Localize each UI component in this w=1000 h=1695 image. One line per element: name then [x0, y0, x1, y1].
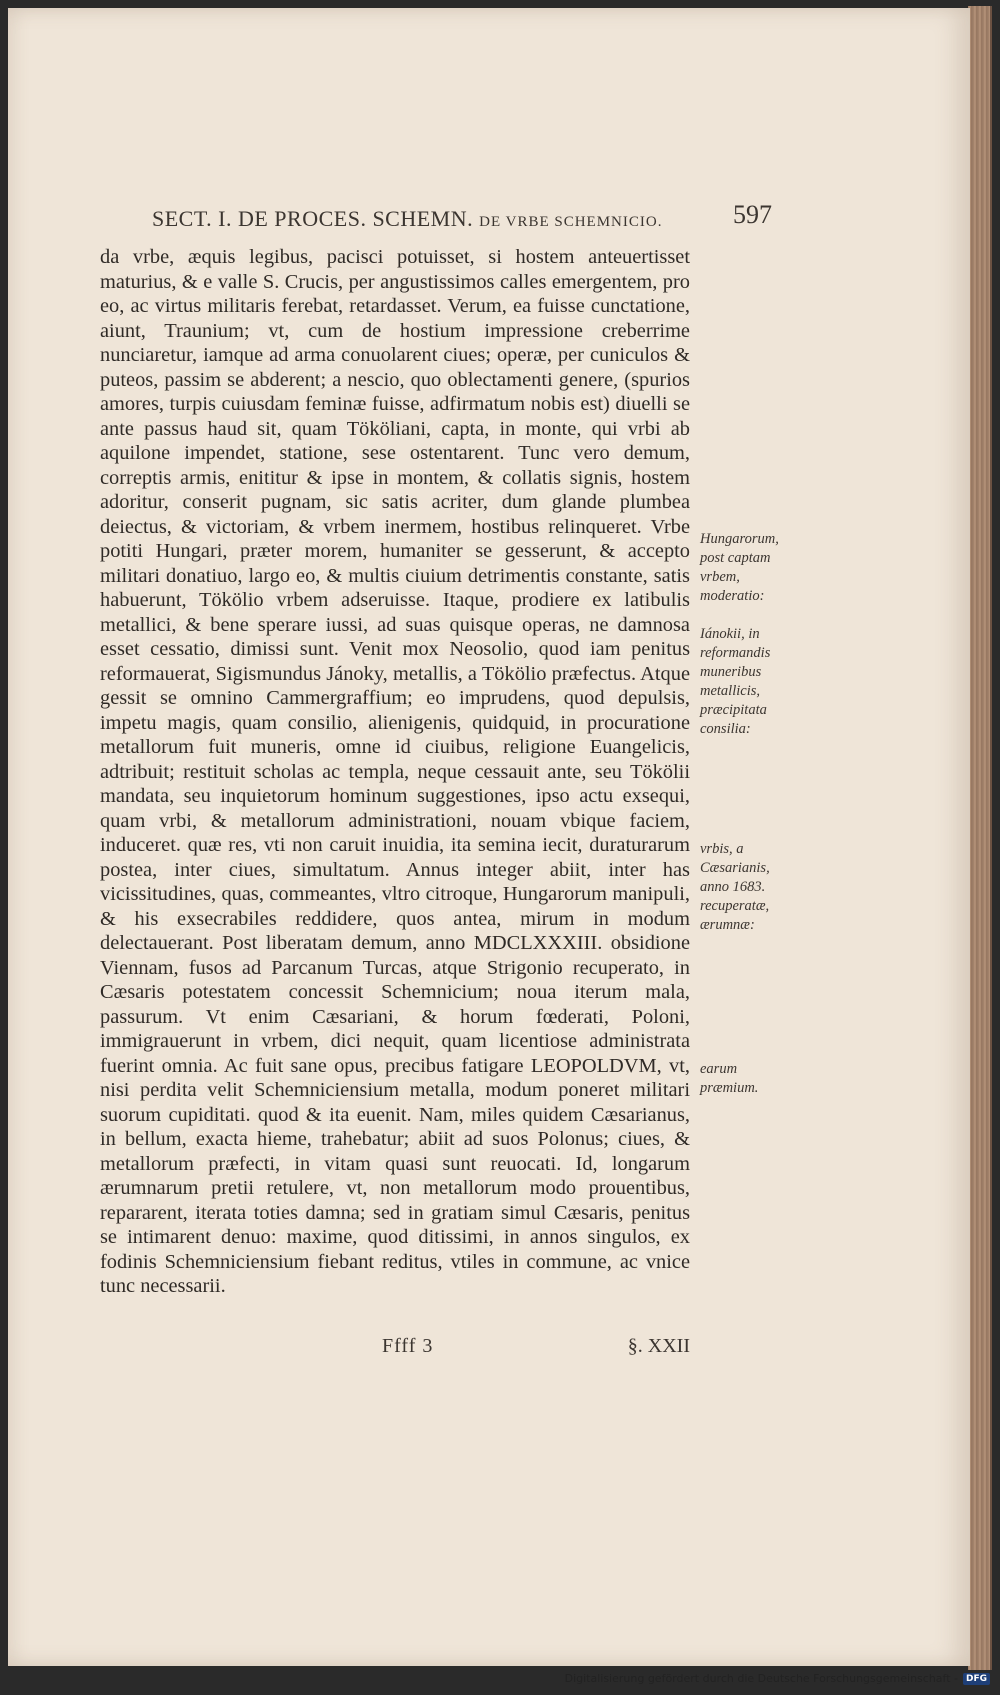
dfg-logo-icon: DFG	[963, 1673, 990, 1685]
digitization-credit	[565, 1672, 990, 1685]
margin-note-janokii: Iánokii, in reformandis muneribus metallicis, præcipitata consilia:	[700, 626, 771, 737]
margin-note-hungarorum: Hungarorum, post captam vrbem, moderatio:	[700, 531, 779, 604]
body-paragraph: da vrbe, æquis legibus, pacisci potuisset, si hostem anteuertisset maturius, & e valle S. Crucis, per angustissimos calles emergentem, pro eo, ac virtus militaris ferebat, retardasset. Verum, ea fuisse cunctatione, aiunt, Traunium; vt, cum de hostium impressione creberrime nunciaretur, iamque ad arma conuolarent ciues; operæ, per cuniculos & puteos, passim se abderent; a nescio, quo oblectamenti genere, (spurios amores, turpis cuiusdam feminæ fuisse, adfirmatum nobis est) diuelli se ante passus haud sit, quam Tököliani, capta, in monte, qui vrbi ab aquilone impendet, statione, sese ostentarent. Tunc vero demum, correptis armis, enititur & ipse in montem, & collatis signis, hostem adoritur, conserit pugnam, sic satis acriter, dum glande plumbea deiectus, & victoriam, & vrbem inermem, hostibus relinqueret. Vrbe potiti Hungari, præter morem, humaniter se gesserunt, & accepto militari donatiuo, largo eo, & multis ciuium detrimentis constante, satis habuerunt, Tökölio vrbem adseruisse. Itaque, prodiere ex latibulis metallici, & bene sperare iussi, ad suas quisque operas, ne damnosa esset cessatio, dimissi sunt. Venit mox Neosolio, quod iam penitus reformauerat, Sigismundus Jánoky, metallis, a Tökölio præfectus. Atque gessit se omnino Cammergraffium; eo imprudens, quod depulsis, impetu magis, quam consilio, alienigenis, quidquid, in procuratione metallorum fuit muneris, omne id ciuibus, religione Euangelicis, adtribuit; restituit scholas ac templa, neque cessauit ante, seu Tökölii mandata, seu inquietorum hominum suggestiones, ipso actu exsequi, quam vrbi, & metallorum administrationi, nouam vbique faciem, induceret. quæ res, vti non caruit inuidia, ita semina iecit, duraturarum postea, inter ciues, simultatum. Annus integer abiit, inter has vicissitudines, quas, commeantes, vltro citroque, Hungarorum manipuli, & his exsecrabiles reddidere, quos antea, mirum in modum delectauerant. Post liberatam demum, anno MDCLXXXIII. obsidione Viennam, fusos ad Parcanum Turcas, atque Strigonio recuperato, in Cæsaris potestatem concessit Schemnicium; noua iterum mala, passurum. Vt enim Cæsariani, & horum fœderati, Poloni, immigrauerunt in vrbem, dici nequit, quam licentiose administrata fuerint omnia. Ac fuit sane opus, precibus fatigare LEOPOLDVM, vt, nisi perdita velit Schemniciensium metalla, modum poneret militari suorum cupiditati. quod & ita euenit. Nam, miles quidem Cæsarianus, in bellum, exacta hieme, trahebatur; abiit ad suos Polonus; ciues, & metallorum præfecti, in vitam quasi sunt reuocati. Id, longarum ærumnarum pretii retulere, vt, non metallorum modo prouentibus, repararent, iterata toties damna; sed in gratiam simul Cæsaris, penitus se intimarent denuo: maxime, quod ditissimi, in annos singulos, ex fodinis Schemniciensium fiebant reditus, vtiles in commune, ac vnice tunc necessarii.	[100, 246, 690, 1297]
header-title-main: SECT. I. DE PROCES. SCHEMN.	[152, 206, 474, 231]
signature-mark: Ffff 3	[382, 1335, 434, 1357]
header-title-small: DE VRBE SCHEMNICIO.	[479, 214, 663, 230]
header-title	[152, 206, 662, 232]
catchword: §. XXII	[627, 1335, 690, 1357]
running-header	[152, 200, 772, 236]
margin-note-vrbis: vrbis, a Cæsarianis, anno 1683. recuperatæ, ærumnæ:	[700, 841, 770, 933]
page-footer	[100, 1335, 690, 1365]
margin-note-earum: earum præmium.	[700, 1061, 759, 1096]
book-fore-edge	[968, 6, 992, 1670]
page-number: 597	[733, 200, 772, 229]
credit-text: Digitalisierung gefördert durch die Deutsche Forschungsgemeinschaft -	[564, 1672, 958, 1685]
main-text	[100, 245, 690, 1299]
